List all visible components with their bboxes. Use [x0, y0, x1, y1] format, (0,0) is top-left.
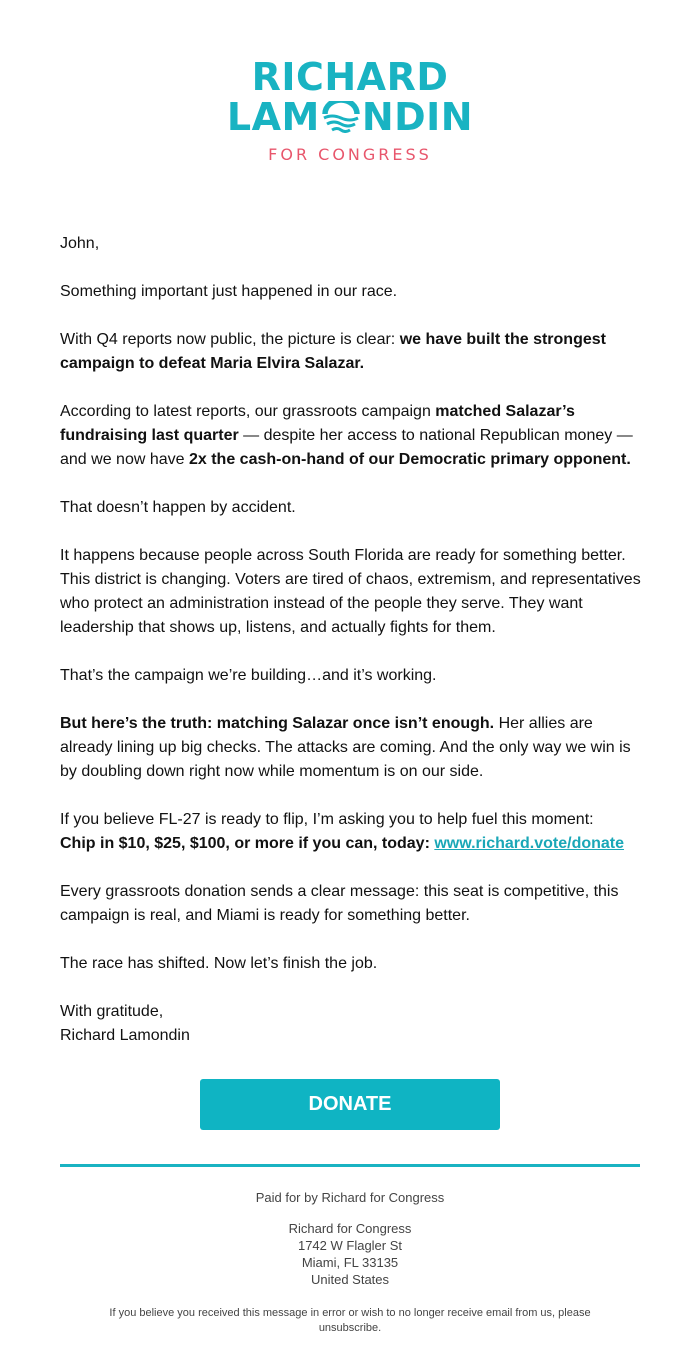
address-city: Miami, FL 33135 — [301, 1255, 399, 1270]
logo-line-1: RICHARD — [251, 55, 449, 99]
paid-for-notice: Paid for by Richard for Congress — [255, 1190, 445, 1205]
paragraph-10: The race has shifted. Now let’s finish the job. — [60, 955, 378, 972]
signature: Richard Lamondin — [60, 1027, 190, 1044]
paragraph-5: It happens because people across South Florida are ready for something better. This district is changing. Voters are tired of chaos, extremism, and representatives who protect an administration instead of the people they serve. They want leadership that shows up, listens, and actually fights for them. — [60, 547, 641, 636]
logo-line-2 — [0, 95, 700, 139]
paragraph-2-bold: we have built the strongest campaign to defeat Maria Elvira Salazar. — [60, 331, 606, 372]
signoff: With gratitude, — [60, 1003, 164, 1020]
paragraph-7-bold: But here’s the truth: matching Salazar once isn’t enough. — [60, 715, 495, 732]
address-org: Richard for Congress — [288, 1221, 412, 1236]
signature-block — [60, 1000, 645, 1048]
paragraph-6: That’s the campaign we’re building…and it’s working. — [60, 667, 437, 684]
paragraph-9: Every grassroots donation sends a clear message: this seat is competitive, this campaign is real, and Miami is ready for something better. — [60, 883, 619, 924]
logo-subtitle: FOR CONGRESS — [268, 145, 432, 164]
paragraph-7-text: Her allies are already lining up big checks. The attacks are coming. And the only way we win is by doubling down right now while momentum is on our side. — [60, 715, 631, 780]
donate-link[interactable]: www.richard.vote/donate — [434, 835, 625, 852]
paragraph-8-bold: Chip in $10, $25, $100, or more if you can, today: — [60, 835, 435, 852]
paragraph-3 — [60, 400, 645, 472]
donate-button[interactable]: DONATE — [200, 1079, 500, 1130]
wave-o-icon — [321, 101, 361, 133]
paragraph-3-text-b: — despite her access to national Republican money — and we now have — [60, 427, 633, 468]
paragraph-3-bold-a: matched Salazar’s fundraising last quarter — [60, 403, 575, 444]
paragraph-1: Something important just happened in our race. — [60, 283, 398, 300]
email-body — [60, 232, 645, 1072]
paragraph-8-text: If you believe FL-27 is ready to flip, I’m asking you to help fuel this moment: — [60, 811, 594, 828]
paragraph-2 — [60, 328, 645, 376]
address-country: United States — [310, 1272, 390, 1287]
campaign-logo — [0, 55, 700, 164]
greeting: John, — [60, 235, 100, 252]
paragraph-3-text-a: According to latest reports, our grassroots campaign — [60, 403, 436, 420]
paragraph-3-bold-b: 2x the cash-on-hand of our Democratic primary opponent. — [188, 451, 631, 468]
logo-line-2-right: NDIN — [361, 95, 474, 139]
paragraph-7 — [60, 712, 645, 784]
footer-divider — [60, 1164, 640, 1167]
address-street: 1742 W Flagler St — [297, 1238, 403, 1253]
mailing-address — [0, 1220, 700, 1288]
unsubscribe-disclaimer: If you believe you received this message in error or wish to no longer receive email from us, please unsubscribe. — [109, 1307, 591, 1334]
paragraph-8 — [60, 808, 645, 856]
paragraph-4: That doesn’t happen by accident. — [60, 499, 296, 516]
paragraph-2-text: With Q4 reports now public, the picture is clear: — [60, 331, 400, 348]
logo-line-2-left: LAM — [226, 95, 320, 139]
